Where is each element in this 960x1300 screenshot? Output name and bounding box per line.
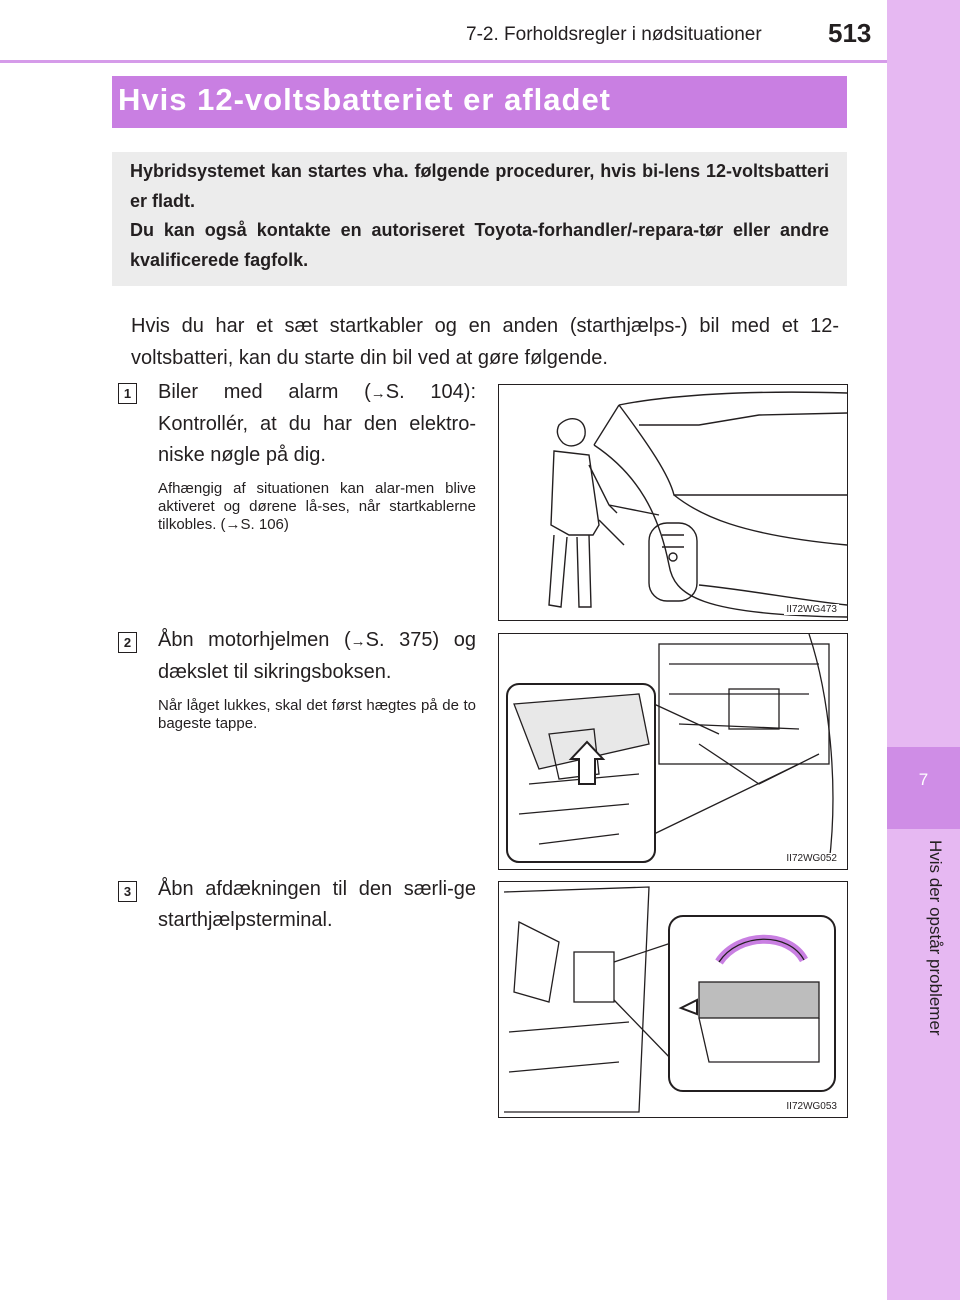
step-2-ref[interactable]: S. 375: [365, 629, 433, 651]
image-code: II72WG052: [786, 853, 837, 864]
step-1-note: Afhængig af situationen kan alar-men blive aktiveret og dørene lå-ses, når startkablerne tilkobles. (→S. 106): [158, 480, 476, 533]
header-divider: [0, 60, 887, 63]
intro-text: [130, 157, 829, 275]
image-code: II72WG473: [786, 604, 837, 615]
chapter-label: Hvis der opstår problemer: [926, 840, 945, 1036]
illustration-person-at-car: [498, 384, 848, 621]
step-1-text: Biler med alarm (→S. 104): Kontrollér, at du har den elektro-niske nøgle på dig.: [158, 381, 476, 466]
arrow-icon: →: [225, 516, 241, 533]
step-1-note-ref[interactable]: S. 106: [240, 516, 284, 533]
chapter-number: 7: [918, 770, 929, 789]
step-2-note: Når låget lukkes, skal det først hægtes på de to bageste tappe.: [158, 697, 476, 732]
arrow-icon: →: [350, 633, 366, 650]
image-code: II72WG053: [786, 1101, 837, 1112]
step-1-ref[interactable]: S. 104: [385, 381, 464, 403]
step-3-number: 3: [118, 881, 137, 902]
page-title: Hvis 12-voltsbatteriet er afladet: [118, 82, 612, 117]
illustration-fuse-box: [498, 633, 848, 870]
step-2-number: 2: [118, 632, 137, 653]
page-number: 513: [828, 18, 872, 48]
step-3-text: Åbn afdækningen til den særli-ge starthjælpsterminal.: [158, 878, 476, 931]
illustration-jump-terminal: [498, 881, 848, 1118]
step-2-text: Åbn motorhjelmen (→S. 375) og dækslet til sikringsboksen.: [158, 629, 476, 683]
section-heading: 7-2. Forholdsregler i nødsituationer: [466, 24, 762, 45]
arrow-icon: →: [370, 385, 386, 402]
intro-line-2: Du kan også kontakte en autoriseret Toyota-forhandler/-repara-tør eller andre kvalificerede fagfolk.: [130, 220, 829, 270]
step-1-number: 1: [118, 383, 137, 404]
lead-paragraph: Hvis du har et sæt startkabler og en anden (starthjælps-) bil med et 12-voltsbatteri, kan du starte din bil ved at gøre følgende.: [131, 315, 839, 369]
intro-line-1: Hybridsystemet kan startes vha. følgende procedurer, hvis bi-lens 12-voltsbatteri er fladt.: [130, 161, 829, 211]
